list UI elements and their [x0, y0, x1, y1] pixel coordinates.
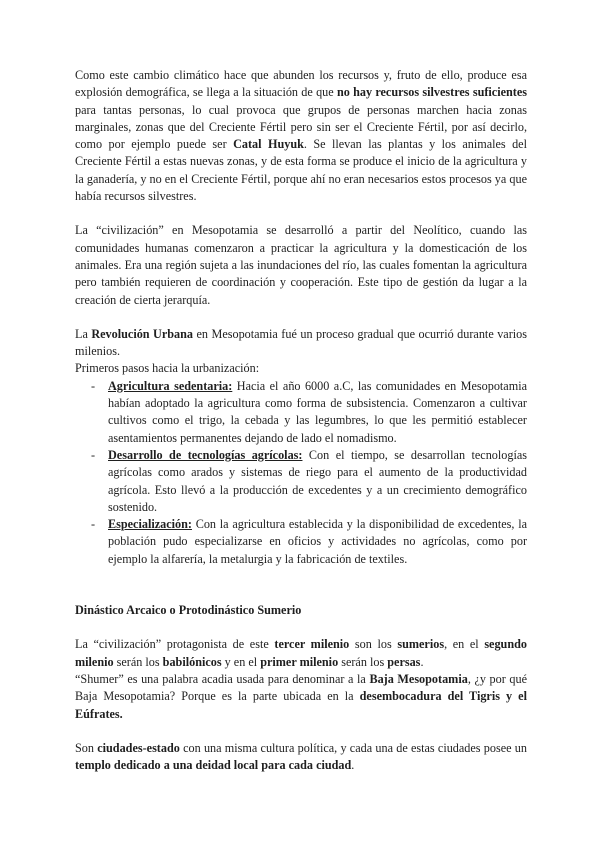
text-run: , en el — [444, 637, 485, 652]
bold-run: babilónicos — [162, 654, 222, 669]
text-run: serán los — [113, 654, 163, 669]
text-run: Son — [75, 740, 98, 755]
list-dash: - — [91, 378, 96, 393]
paragraph-gap — [75, 619, 527, 636]
paragraph-civilization: La “civilización” en Mesopotamia se desarrolló a partir del Neolítico, cuando las comunidades humanas comenzaron a practicar la agricultura y la domesticación de los animales. Era una región sujeta a las inundaciones del río, las cuales fomentan la agricultura pero también requieren de coordinación y cooperación. Este tipo de gestión da lugar a la creación de cierta jerarquía. — [75, 223, 527, 307]
bold-run: Revolución Urbana — [91, 326, 194, 341]
bold-run: Baja Mesopotamia — [369, 671, 468, 686]
bold-run: tercer milenio — [274, 637, 350, 652]
list-item — [75, 516, 527, 568]
list-dash: - — [91, 447, 96, 462]
text-run: Como este cambio climático hace que abunden los recursos y, fruto de ello, produce esa explosión demográfica, se llega a la situación de que — [75, 68, 527, 100]
list-item-title: Desarrollo de tecnologías agrícolas: — [108, 447, 303, 462]
bold-run: ciudades-estado — [97, 740, 180, 755]
list-item-text: Hacia el año 6000 a.C, las comunidades en Mesopotamia habían adoptado la agricultura como forma de subsistencia. Comenzaron a cultivar cultivos como el trigo, la cebada y las legumbres, lo que les permitió establecer asentamientos permanentes dejando de lado el nomadismo. — [108, 378, 527, 445]
paragraph-climate — [75, 67, 527, 205]
list-item-title: Agricultura sedentaria: — [108, 378, 233, 393]
text-run: . — [420, 654, 424, 669]
bold-run: templo dedicado a una deidad local para cada ciudad — [75, 758, 352, 773]
text-run: “Shumer” es una palabra acadia usada para denominar a la — [75, 671, 370, 686]
paragraph-sumerians — [75, 636, 527, 671]
text-run: . — [351, 758, 355, 773]
paragraph-shumer — [75, 671, 527, 723]
list-item-title: Especialización: — [108, 517, 192, 532]
paragraph-gap — [75, 309, 527, 326]
text-run: serán los — [338, 654, 388, 669]
paragraph-city-states — [75, 740, 527, 775]
paragraph-gap — [75, 585, 527, 602]
text-run: y en el — [221, 654, 261, 669]
paragraph-gap — [75, 205, 527, 222]
text-run: en Mesopotamia fué un proceso gradual que ocurrió durante varios milenios. — [75, 326, 527, 359]
bold-run: Catal Huyuk — [233, 137, 304, 152]
text-run: La “civilización” protagonista de este — [75, 637, 275, 652]
bold-run: desembocadura del Tigris y el Eúfrates. — [75, 689, 527, 721]
text-run: , ¿y por qué Baja Mesopotamia? Porque es la parte ubicada en la — [75, 671, 527, 704]
paragraph-gap — [75, 568, 527, 585]
list-item — [75, 447, 527, 516]
paragraph-gap — [75, 723, 527, 740]
bold-run: segundo milenio — [75, 637, 527, 669]
document-page — [75, 67, 527, 774]
urbanization-steps-list — [75, 378, 527, 568]
list-item-text: Con el tiempo, se desarrollan tecnologías agrícolas como arados y sistemas de riego para el aumento de la productividad agrícola. Esto llevó a la producción de excedentes y a un crecimiento demográfico sostenido. — [108, 447, 527, 514]
paragraph-urban-revolution — [75, 326, 527, 361]
text-run: con una misma cultura política, y cada una de estas ciudades posee un — [179, 740, 527, 755]
paragraph-first-steps: Primeros pasos hacia la urbanización: — [75, 361, 260, 376]
list-dash: - — [91, 517, 96, 532]
bold-run: primer milenio — [260, 654, 339, 669]
bold-run: no hay recursos silvestres suficientes — [336, 85, 527, 100]
text-run: La — [75, 326, 92, 341]
text-run: . Se llevan las plantas y los animales del Creciente Fértil a estas nuevas zonas, y de esta forma se produce el inicio de la agricultura y la ganadería, y no en el Creciente Fértil, porque ahí no eran necesarios estos procesos ya que había recursos silvestres. — [75, 137, 527, 204]
text-run: para tantas personas, lo cual provoca que grupos de personas marchen hacia zonas marginales, zonas que del Creciente Fértil pero sin ser el Creciente Fértil, por así decirlo, como por ejemplo puede ser — [75, 102, 527, 152]
list-item-text: Con la agricultura establecida y la disponibilidad de excedentes, la población pudo especializarse en oficios y actividades no agrícolas, como por ejemplo la alfarería, la metalurgia y la fabricación de textiles. — [108, 517, 527, 566]
bold-run: sumerios — [397, 637, 445, 652]
bold-run: persas — [387, 654, 421, 669]
text-run: son los — [349, 637, 398, 652]
list-item — [75, 378, 527, 447]
section-heading: Dinástico Arcaico o Protodinástico Sumerio — [75, 603, 302, 618]
